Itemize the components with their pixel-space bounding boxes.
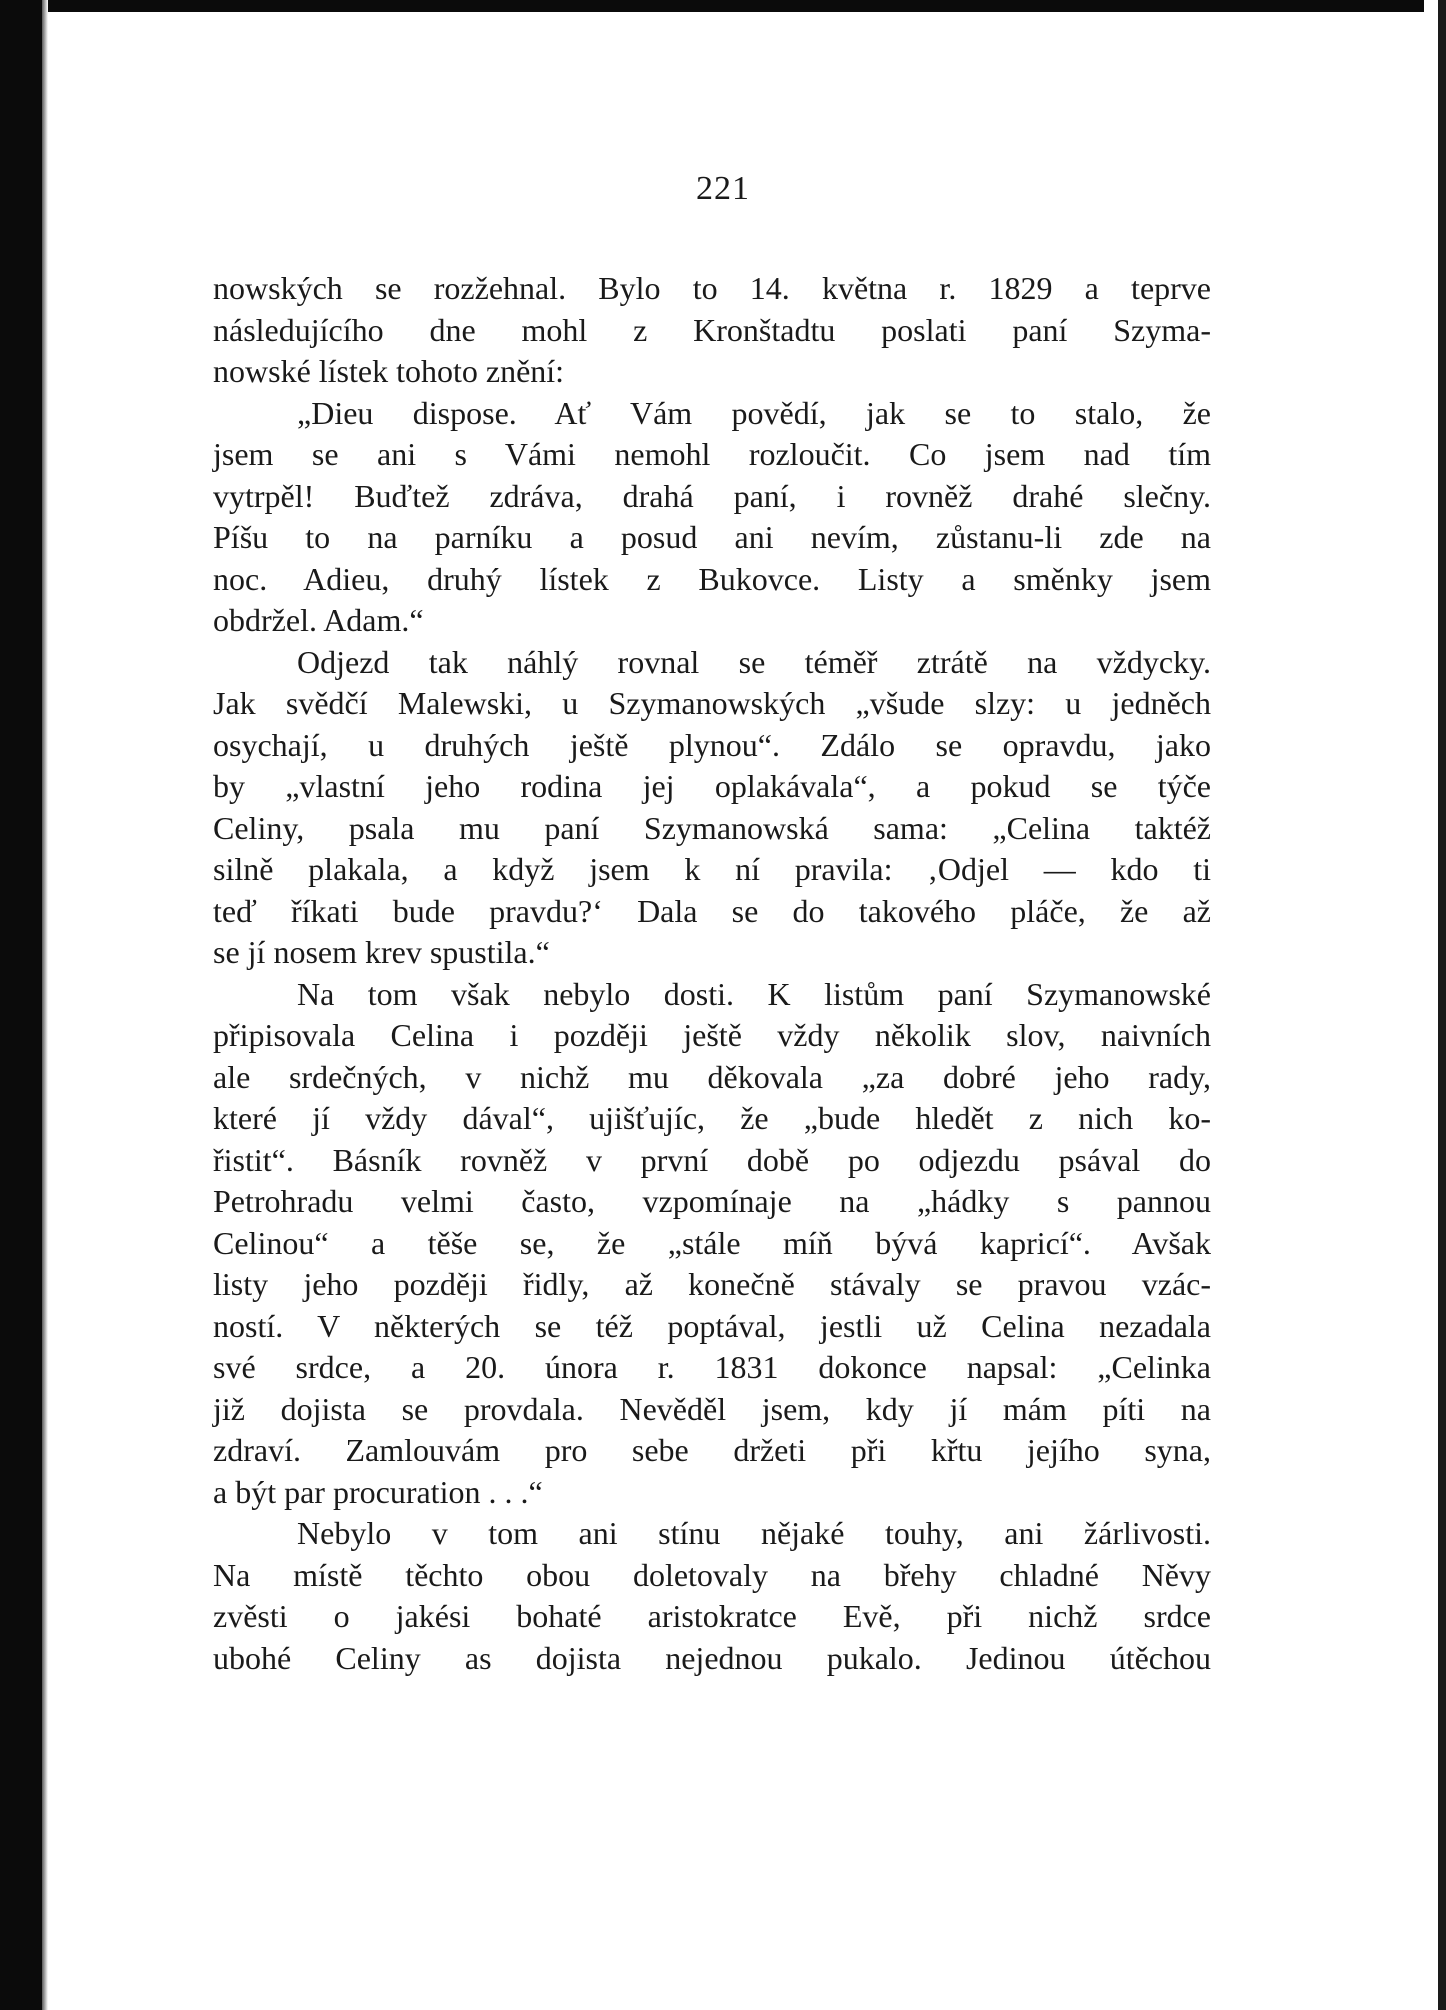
scan-left-edge-shadow: [42, 0, 48, 2010]
text-line: ubohé Celiny as dojista nejednou pukalo. Jedinou útěchou: [213, 1639, 1211, 1676]
text-line: teď říkati bude pravdu?‘ Dala se do takového pláče, že až: [213, 892, 1211, 929]
body-text: [213, 268, 1211, 1679]
text-line: řistit“. Básník rovněž v první době po odjezdu psával do: [213, 1141, 1211, 1178]
text-line: Na místě těchto obou doletovaly na břehy chladné Něvy: [213, 1556, 1211, 1593]
text-line: „Dieu dispose. Ať Vám povědí, jak se to stalo, že: [297, 394, 1211, 431]
text-line: Nebylo v tom ani stínu nějaké touhy, ani žárlivosti.: [297, 1515, 1211, 1551]
text-line: své srdce, a 20. února r. 1831 dokonce napsal: „Celinka: [213, 1349, 1211, 1385]
page-number: 221: [696, 170, 750, 207]
text-line: již dojista se provdala. Nevěděl jsem, kdy jí mám píti na: [213, 1390, 1211, 1427]
text-line: se jí nosem krev spustila.“: [213, 934, 550, 970]
text-line: Píšu to na parníku a posud ani nevím, zůstanu-li zde na: [213, 519, 1211, 555]
text-line: Petrohradu velmi často, vzpomínaje na „hádky s pannou: [213, 1183, 1211, 1219]
text-line: noc. Adieu, druhý lístek z Bukovce. Listy a směnky jsem: [213, 560, 1211, 597]
text-line: Na tom však nebylo dosti. K listům paní Szymanowské: [297, 975, 1211, 1012]
text-line: osychají, u druhých ještě plynou“. Zdálo se opravdu, jako: [213, 726, 1211, 763]
text-line: nowské lístek tohoto znění:: [213, 353, 565, 389]
text-line: silně plakala, a když jsem k ní pravila: ‚Odjel — kdo ti: [213, 851, 1211, 887]
text-line: zvěsti o jakési bohaté aristokratce Evě, při nichž srdce: [213, 1598, 1211, 1634]
text-line: Celinou“ a těše se, že „stále míň bývá kapricí“. Avšak: [213, 1224, 1211, 1261]
text-line: které jí vždy dával“, ujišťujíc, že „bude hledět z nich ko-: [213, 1100, 1211, 1136]
text-line: následujícího dne mohl z Kronštadtu poslati paní Szyma-: [213, 311, 1211, 348]
scan-left-border: [0, 0, 42, 2010]
text-line: Celiny, psala mu paní Szymanowská sama: „Celina taktéž: [213, 809, 1211, 846]
text-line: nowských se rozžehnal. Bylo to 14. května r. 1829 a teprve: [213, 270, 1211, 306]
text-line: vytrpěl! Buďtež zdráva, drahá paní, i rovněž drahé slečny.: [213, 477, 1211, 514]
text-line: Odjezd tak náhlý rovnal se téměř ztrátě na vždycky.: [297, 643, 1211, 680]
text-line: by „vlastní jeho rodina jej oplakávala“, a pokud se týče: [213, 768, 1211, 804]
text-line: ale srdečných, v nichž mu děkovala „za dobré jeho rady,: [213, 1058, 1211, 1095]
scan-top-border: [30, 0, 1424, 12]
text-line: a být par procuration . . .“: [213, 1473, 543, 1510]
scan-right-border: [1438, 0, 1446, 2010]
text-line: obdržel. Adam.“: [213, 602, 424, 638]
text-line: připisovala Celina i později ještě vždy několik slov, naivních: [213, 1017, 1211, 1053]
text-line: jsem se ani s Vámi nemohl rozloučit. Co jsem nad tím: [213, 436, 1211, 472]
text-line: Jak svědčí Malewski, u Szymanowských „všude slzy: u jedněch: [213, 685, 1211, 721]
text-line: zdraví. Zamlouvám pro sebe držeti při křtu jejího syna,: [213, 1432, 1211, 1468]
text-line: listy jeho později řidly, až konečně stávaly se pravou vzác-: [213, 1266, 1211, 1302]
text-line: ností. V některých se též poptával, jestli už Celina nezadala: [213, 1307, 1211, 1344]
